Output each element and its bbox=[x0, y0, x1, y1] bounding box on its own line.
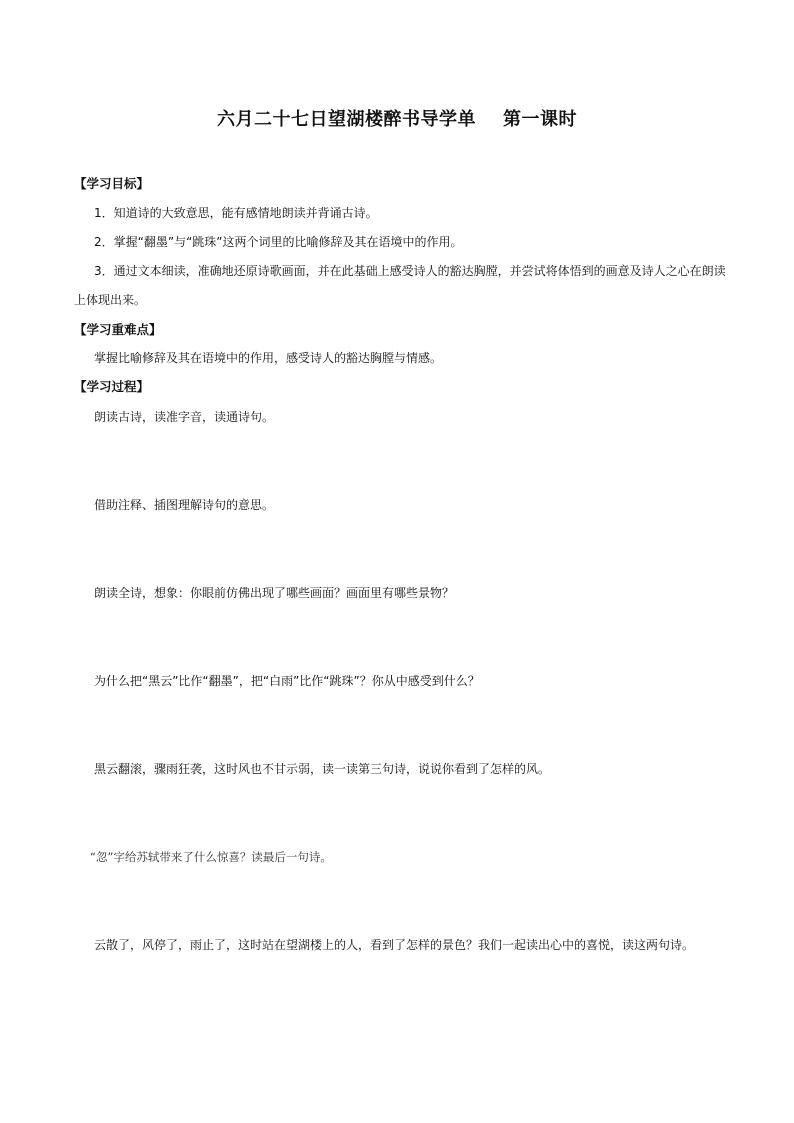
key-points-text: 掌握比喻修辞及其在语境中的作用，感受诗人的豁达胸膛与情感。 bbox=[94, 351, 443, 365]
objective-item-2: 2．掌握“翻墨”与“跳珠”这两个词里的比喻修辞及其在语境中的作用。 bbox=[94, 235, 463, 249]
process-item-6: “忽”字给苏轼带来了什么惊喜？读最后一句诗。 bbox=[90, 850, 332, 864]
process-item-1: 朗读古诗，读准字音，读通诗句。 bbox=[94, 410, 275, 424]
process-item-5: 黑云翻滚，骤雨狂袭，这时风也不甘示弱，读一读第三句诗，说说你看到了怎样的风。 bbox=[94, 762, 551, 776]
process-item-2: 借助注释、插图理解诗句的意思。 bbox=[94, 498, 275, 512]
process-heading: 【学习过程】 bbox=[74, 379, 150, 394]
objectives-heading: 【学习目标】 bbox=[74, 176, 150, 191]
document-title: 六月二十七日望湖楼醉书导学单 第一课时 bbox=[216, 109, 578, 130]
process-item-3: 朗读全诗，想象：你眼前仿佛出现了哪些画面？画面里有哪些景物？ bbox=[94, 586, 455, 600]
objective-item-1: 1．知道诗的大致意思，能有感情地朗读并背诵古诗。 bbox=[94, 206, 378, 220]
key-points-heading: 【学习重难点】 bbox=[74, 322, 162, 337]
process-item-4: 为什么把“黑云”比作“翻墨”，把“白雨”比作“跳珠”？你从中感受到什么？ bbox=[94, 674, 480, 688]
objective-item-3: 3．通过文本细读，准确地还原诗歌画面，并在此基础上感受诗人的豁达胸膛，并尝试将体悟到的画意及诗人之心在朗读 bbox=[94, 264, 726, 278]
objective-item-3-continued: 上体现出来。 bbox=[74, 293, 147, 307]
process-item-7: 云散了，风停了，雨止了，这时站在望湖楼上的人，看到了怎样的景色？我们一起读出心中的喜悦，读这两句诗。 bbox=[94, 938, 695, 952]
